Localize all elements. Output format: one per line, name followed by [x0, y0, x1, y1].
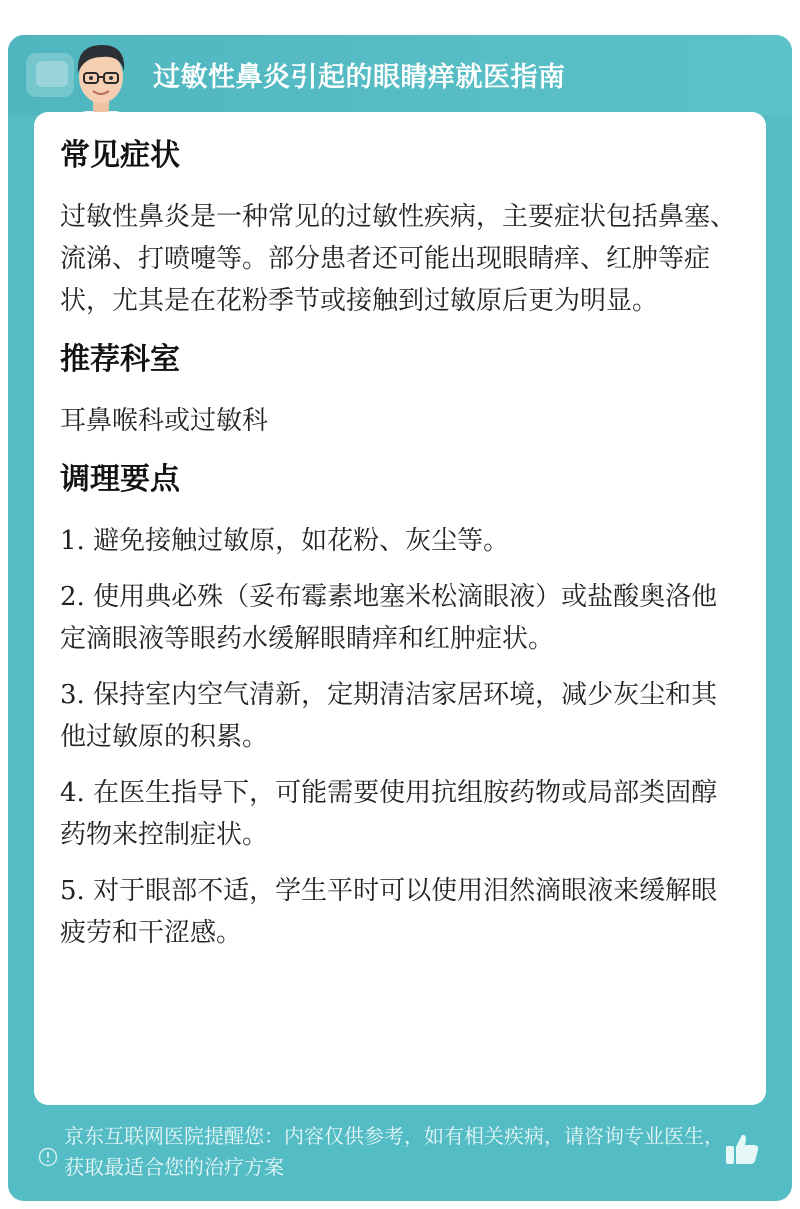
list-item-number: 5.	[60, 876, 85, 906]
list-item	[60, 870, 740, 954]
info-circle-icon	[38, 1147, 58, 1167]
page-title: 过敏性鼻炎引起的眼睛痒就医指南	[153, 62, 566, 93]
list-item	[60, 772, 740, 856]
list-item-text: 使用典必殊（妥布霉素地塞米松滴眼液）或盐酸奥洛他定滴眼液等眼药水缓解眼睛痒和红肿症状。	[60, 582, 718, 654]
list-item	[60, 576, 740, 660]
list-item	[60, 674, 740, 758]
section-heading-symptoms: 常见症状	[60, 138, 180, 173]
list-item-number: 3.	[60, 680, 85, 710]
list-item-text: 在医生指导下，可能需要使用抗组胺药物或局部类固醇药物来控制症状。	[60, 778, 718, 850]
list-item-text: 避免接触过敏原，如花粉、灰尘等。	[93, 526, 510, 556]
section-body-department: 耳鼻喉科或过敏科	[60, 406, 269, 436]
content-body	[60, 136, 740, 968]
footer-disclaimer	[8, 1117, 792, 1201]
guide-frame	[8, 35, 792, 1201]
list-item-text: 对于眼部不适，学生平时可以使用泪然滴眼液来缓解眼疲劳和干涩感。	[60, 876, 718, 948]
list-item-number: 4.	[60, 778, 85, 808]
list-item-number: 1.	[60, 526, 85, 556]
section-heading-care: 调理要点	[60, 462, 180, 497]
list-item-number: 2.	[60, 582, 85, 612]
content-card	[34, 112, 766, 1105]
list-item	[60, 520, 740, 562]
disclaimer-text: 京东互联网医院提醒您：内容仅供参考，如有相关疾病，请咨询专业医生，获取最适合您的治疗方案	[64, 1124, 724, 1179]
list-item-text: 保持室内空气清新，定期清洁家居环境，减少灰尘和其他过敏原的积累。	[60, 680, 718, 752]
thumbs-up-icon[interactable]	[722, 1129, 762, 1169]
section-heading-department: 推荐科室	[60, 342, 180, 377]
section-body-symptoms: 过敏性鼻炎是一种常见的过敏性疾病，主要症状包括鼻塞、流涕、打喷嚏等。部分患者还可能出现眼睛痒、红肿等症状，尤其是在花粉季节或接触到过敏原后更为明显。	[60, 202, 737, 316]
